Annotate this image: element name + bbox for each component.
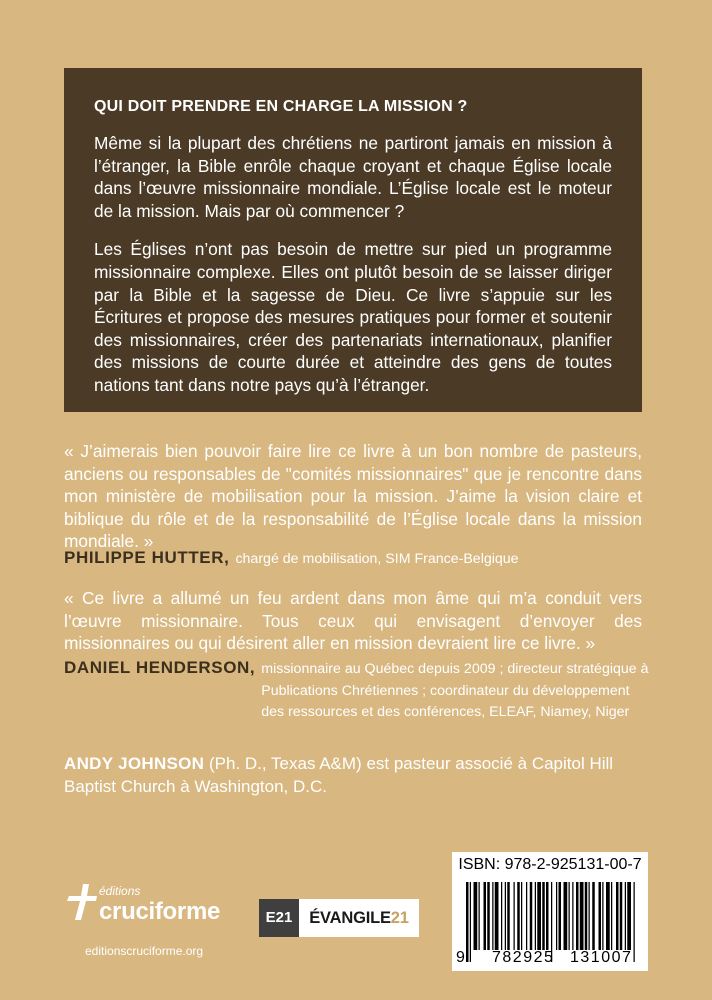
summary-box — [64, 68, 642, 412]
barcode-bar — [602, 882, 603, 950]
evangile-word: ÉVANGILE — [309, 909, 391, 927]
barcode-bar — [559, 882, 562, 950]
isbn-label: ISBN: 978-2-925131-00-7 — [452, 852, 648, 878]
barcode-bar — [479, 882, 480, 950]
barcode-bar — [556, 882, 557, 950]
evangile21-wordmark — [299, 899, 419, 937]
barcode-bar — [514, 882, 515, 950]
evangile-number: 21 — [390, 909, 409, 927]
barcode-bar — [599, 882, 602, 950]
evangile21-logo — [259, 899, 419, 937]
author-name: ANDY JOHNSON — [64, 754, 205, 773]
barcode-bar — [492, 882, 493, 950]
barcode-bar — [526, 882, 527, 950]
barcode-bar — [611, 882, 612, 950]
barcode-bar — [501, 882, 502, 950]
barcode-bar — [580, 882, 584, 950]
barcode-bar — [542, 882, 545, 950]
quote-2-author: DANIEL HENDERSON, — [64, 658, 256, 677]
quote-2-text: « Ce livre a allumé un feu ardent dans mon âme qui m’a conduit vers l’œuvre missionnaire. Tous ceux qui envisagent d’envoyer des missionnaires ou qui désirent aller en mission devraient lire ce livre. » — [64, 588, 642, 653]
barcode-bar — [616, 882, 619, 950]
quote-2-attribution — [64, 658, 654, 724]
barcode-digits-right: 131007 — [570, 949, 633, 966]
barcode-bar — [589, 882, 590, 950]
barcode-bar — [546, 882, 549, 950]
e21-mark: E21 — [259, 899, 299, 937]
barcode-bar — [535, 882, 536, 950]
publisher-logo — [63, 880, 243, 960]
barcode-bar — [564, 882, 568, 950]
summary-paragraph-2: Les Églises n’ont pas besoin de mettre sur pied un programme missionnaire complexe. Elles ont plutôt besoin de se laisser diriger par la Bible et la sagesse de Dieu. Ce livre s’appuie sur les Écritures et propose des mesures pratiques pour former et soutenir des missionnaires, créer des partenariats internationaux, planifier des missions de courte durée et atteindre des gens de toutes nations tant dans notre pays qu’à l’étranger. — [94, 239, 612, 395]
barcode — [452, 852, 648, 971]
barcode-bar — [627, 882, 631, 950]
author-bio — [64, 753, 642, 798]
barcode-digits — [452, 949, 648, 971]
author-description: (Ph. D., Texas A&M) est pasteur associé à Capitol Hill Baptist Church à Washington, D.C. — [64, 754, 614, 796]
barcode-bar — [484, 882, 487, 950]
publisher-url: editionscruciforme.org — [85, 944, 204, 958]
barcode-bar — [537, 882, 541, 950]
barcode-bar — [569, 882, 570, 950]
barcode-bar — [606, 882, 610, 950]
summary-paragraph-1: Même si la plupart des chrétiens ne partiront jamais en mission à l’étranger, la Bible enrôle chaque croyant et chaque Église locale dans l’œuvre missionnaire mondiale. L’Église locale est le moteur de la mission. Mais par où commencer ? — [94, 133, 612, 221]
quote-2-role: missionnaire au Québec depuis 2009 ; directeur stratégique à Publications Chrétiennes ; coordinateur du développement des ressources et des conférences, ELEAF, Niamey, Niger — [261, 661, 649, 720]
barcode-bar — [521, 882, 522, 950]
barcode-bar — [505, 882, 506, 950]
barcode-bar — [474, 882, 478, 950]
summary-title: QUI DOIT PRENDRE EN CHARGE LA MISSION ? — [94, 98, 468, 115]
barcode-bar — [576, 882, 579, 950]
quote-1-text: « J’aimerais bien pouvoir faire lire ce livre à un bon nombre de pasteurs, anciens ou responsables de "comités missionnaires" que je rencontre dans mon ministère de mobilisation pour la mission. J’aime la vision claire et biblique du rôle et de la responsabilité de l’Église locale dans la mission mondiale. » — [64, 441, 642, 551]
barcode-bar — [620, 882, 623, 950]
publisher-name: cruciforme — [99, 898, 221, 925]
quote-1-role: chargé de mobilisation, SIM France-Belgique — [235, 551, 519, 567]
publisher-editions-label: éditions — [99, 884, 141, 898]
barcode-bar — [495, 882, 499, 950]
barcode-digit-first: 9 — [456, 949, 465, 966]
quote-1-author: PHILIPPE HUTTER, — [64, 548, 230, 567]
barcode-bar — [507, 882, 510, 950]
barcode-bar — [530, 882, 533, 950]
barcode-bar — [585, 882, 588, 950]
barcode-bar — [625, 882, 626, 950]
barcode-bar — [592, 882, 595, 950]
cross-icon — [63, 882, 99, 922]
barcode-digits-left: 782925 — [492, 949, 555, 966]
quote-1-attribution — [64, 548, 654, 571]
barcode-bar — [517, 882, 520, 950]
barcode-bar — [572, 882, 573, 950]
barcode-bar — [487, 882, 490, 950]
